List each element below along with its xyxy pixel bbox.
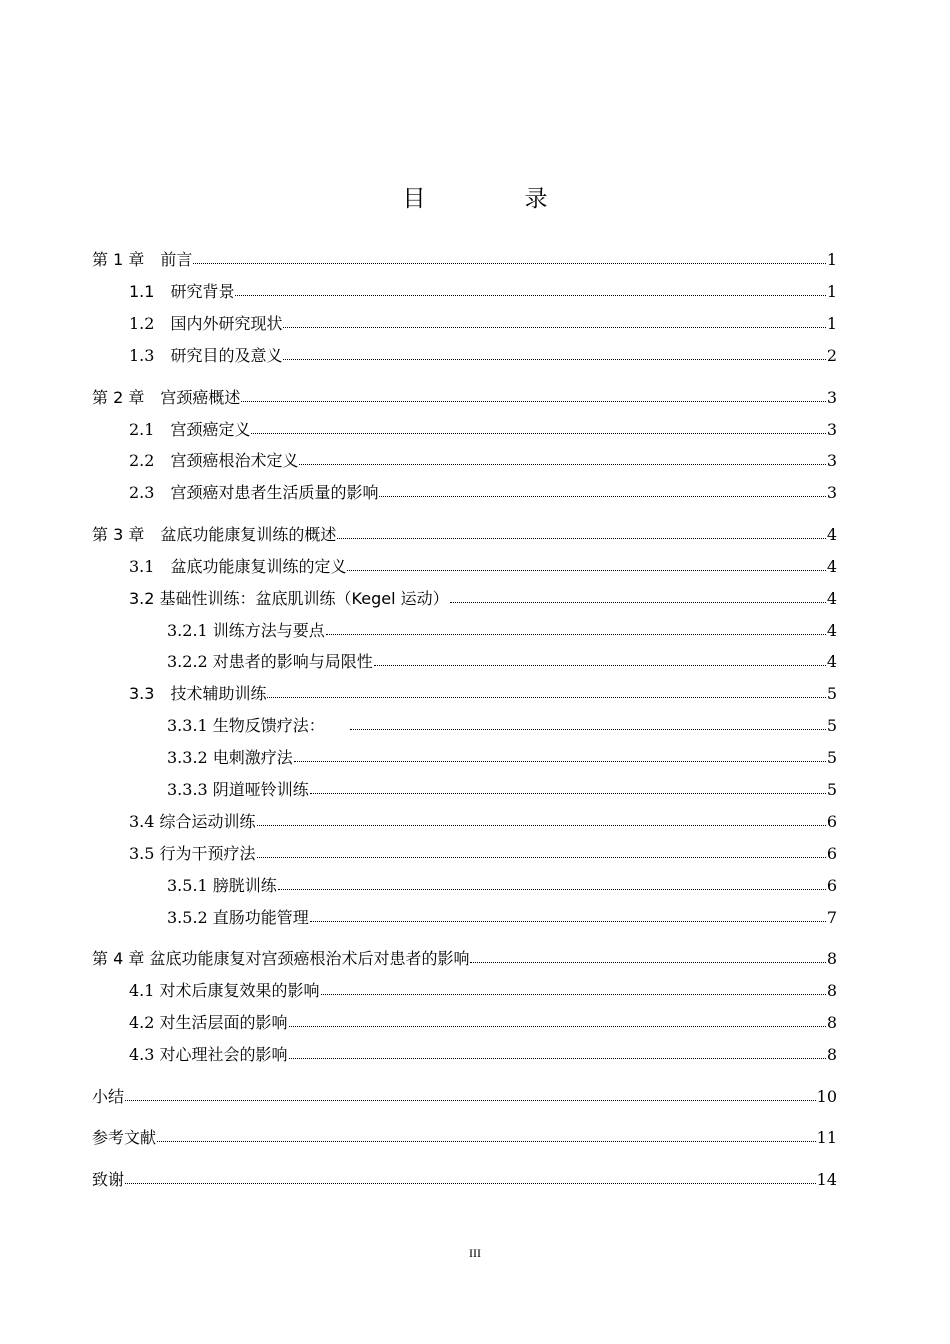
toc-entry-3-5-1[interactable] <box>167 874 837 898</box>
toc-entry-ch2[interactable] <box>92 386 837 410</box>
toc-entry-label: 2.2 宫颈癌根治术定义 <box>129 451 299 470</box>
toc-entry-page: 4 <box>826 557 837 576</box>
leader-dots <box>251 418 825 434</box>
toc-entry-page: 2 <box>826 346 837 365</box>
toc-entry-label: 3.5.1 膀胱训练 <box>167 876 277 895</box>
leader-dots <box>299 449 825 465</box>
toc-entry-label: 4.1 对术后康复效果的影响 <box>129 981 320 1000</box>
toc-entry-3-3-1[interactable] <box>167 714 837 738</box>
toc-entry-3-2[interactable] <box>129 587 837 611</box>
leader-dots <box>326 619 826 635</box>
toc-entry-ch1[interactable] <box>92 248 837 272</box>
toc-entry-page: 1 <box>826 282 837 301</box>
leader-dots <box>241 386 825 402</box>
toc-entry-3-4[interactable] <box>129 810 837 834</box>
toc-entry-label: 致谢 <box>92 1170 125 1189</box>
toc-entry-page: 4 <box>826 525 837 544</box>
toc-title: 目 录 <box>402 186 586 212</box>
toc-entry-page: 5 <box>826 780 837 799</box>
leader-dots <box>235 280 825 296</box>
leader-dots <box>350 714 826 730</box>
toc-entry-ch4[interactable] <box>92 947 837 971</box>
toc-entry-label: 3.3 技术辅助训练 <box>129 684 267 703</box>
leader-dots <box>283 312 825 328</box>
toc-entry-summary[interactable] <box>92 1085 837 1109</box>
toc-entry-label: 1.2 国内外研究现状 <box>129 314 283 333</box>
toc-entry-references[interactable] <box>92 1126 837 1150</box>
toc-entry-label: 1.1 研究背景 <box>129 282 235 301</box>
toc-entry-4-3[interactable] <box>129 1043 837 1067</box>
toc-entry-1-2[interactable] <box>129 312 837 336</box>
toc-entry-page: 3 <box>826 420 837 439</box>
leader-dots <box>267 682 825 698</box>
toc-entry-2-3[interactable] <box>129 481 837 505</box>
toc-entry-label: 2.1 宫颈癌定义 <box>129 420 251 439</box>
toc-entry-2-2[interactable] <box>129 449 837 473</box>
toc-entry-label: 第 4 章 盆底功能康复对宫颈癌根治术后对患者的影响 <box>92 949 470 968</box>
toc-entry-label: 3.3.1 生物反馈疗法： <box>167 716 325 735</box>
toc-entry-3-3[interactable] <box>129 682 837 706</box>
toc-entry-label: 参考文献 <box>92 1128 157 1147</box>
toc-entry-label: 3.1 盆底功能康复训练的定义 <box>129 557 347 576</box>
leader-dots <box>379 481 825 497</box>
leader-dots <box>125 1168 816 1184</box>
toc-entry-label: 3.2.1 训练方法与要点 <box>167 621 325 640</box>
toc-entry-page: 6 <box>826 876 837 895</box>
leader-dots <box>470 947 825 963</box>
toc-entry-4-1[interactable] <box>129 979 837 1003</box>
toc-entry-page: 8 <box>826 949 837 968</box>
toc-entry-label: 3.3.2 电刺激疗法 <box>167 748 293 767</box>
toc-entry-3-5-2[interactable] <box>167 906 837 930</box>
leader-dots <box>374 650 826 666</box>
toc-entry-label: 第 3 章 盆底功能康复训练的概述 <box>92 525 337 544</box>
toc-entry-label: 4.3 对心理社会的影响 <box>129 1045 288 1064</box>
leader-dots <box>125 1085 816 1101</box>
toc-entry-4-2[interactable] <box>129 1011 837 1035</box>
toc-entry-3-3-2[interactable] <box>167 746 837 770</box>
toc-entry-3-1[interactable] <box>129 555 837 579</box>
toc-entry-label: 3.2.2 对患者的影响与局限性 <box>167 652 373 671</box>
leader-dots <box>310 778 826 794</box>
toc-entry-label: 3.5 行为干预疗法 <box>129 844 256 863</box>
toc-entry-page: 14 <box>816 1170 837 1189</box>
page-number: III <box>469 1246 481 1260</box>
leader-dots <box>257 842 826 858</box>
toc-entry-page: 8 <box>826 1045 837 1064</box>
toc-entry-1-1[interactable] <box>129 280 837 304</box>
toc-entry-page: 4 <box>826 589 837 608</box>
toc-entry-acknowledgements[interactable] <box>92 1168 837 1192</box>
toc-entry-page: 1 <box>826 250 837 269</box>
toc-entry-label: 3.2 基础性训练：盆底肌训练（Kegel 运动） <box>129 589 449 608</box>
leader-dots <box>289 1011 826 1027</box>
toc-entry-label: 3.4 综合运动训练 <box>129 812 256 831</box>
toc-entry-1-3[interactable] <box>129 344 837 368</box>
toc-entry-page: 4 <box>826 652 837 671</box>
leader-dots <box>257 810 826 826</box>
leader-dots <box>193 248 825 264</box>
toc-entry-page: 7 <box>826 908 837 927</box>
toc-entry-page: 1 <box>826 314 837 333</box>
toc-entry-page: 3 <box>826 483 837 502</box>
leader-dots <box>450 587 826 603</box>
toc-entry-page: 11 <box>816 1128 837 1147</box>
toc-entry-page: 5 <box>826 684 837 703</box>
toc-entry-page: 4 <box>826 621 837 640</box>
toc-entry-3-2-1[interactable] <box>167 619 837 643</box>
toc-entry-page: 10 <box>816 1087 837 1106</box>
toc-entry-page: 8 <box>826 1013 837 1032</box>
toc-entry-label: 小结 <box>92 1087 125 1106</box>
toc-entry-page: 6 <box>826 844 837 863</box>
toc-entry-ch3[interactable] <box>92 523 837 547</box>
leader-dots <box>289 1043 826 1059</box>
toc-entry-label: 4.2 对生活层面的影响 <box>129 1013 288 1032</box>
leader-dots <box>337 523 825 539</box>
leader-dots <box>157 1126 816 1142</box>
toc-entry-page: 6 <box>826 812 837 831</box>
leader-dots <box>278 874 826 890</box>
toc-entry-label: 第 1 章 前言 <box>92 250 193 269</box>
toc-entry-page: 5 <box>826 716 837 735</box>
toc-entry-page: 5 <box>826 748 837 767</box>
toc-entry-label: 2.3 宫颈癌对患者生活质量的影响 <box>129 483 379 502</box>
toc-entry-2-1[interactable] <box>129 418 837 442</box>
toc-entry-label: 3.3.3 阴道哑铃训练 <box>167 780 309 799</box>
toc-entry-page: 3 <box>826 388 837 407</box>
leader-dots <box>294 746 826 762</box>
toc-entry-page: 8 <box>826 981 837 1000</box>
toc-entry-label: 3.5.2 直肠功能管理 <box>167 908 309 927</box>
toc-entry-3-3-3[interactable] <box>167 778 837 802</box>
leader-dots <box>347 555 825 571</box>
toc-entry-3-2-2[interactable] <box>167 650 837 674</box>
toc-entry-label: 1.3 研究目的及意义 <box>129 346 283 365</box>
toc-entry-label: 第 2 章 宫颈癌概述 <box>92 388 241 407</box>
leader-dots <box>283 344 825 360</box>
leader-dots <box>310 906 826 922</box>
leader-dots <box>321 979 826 995</box>
toc-entry-3-5[interactable] <box>129 842 837 866</box>
toc-entry-page: 3 <box>826 451 837 470</box>
